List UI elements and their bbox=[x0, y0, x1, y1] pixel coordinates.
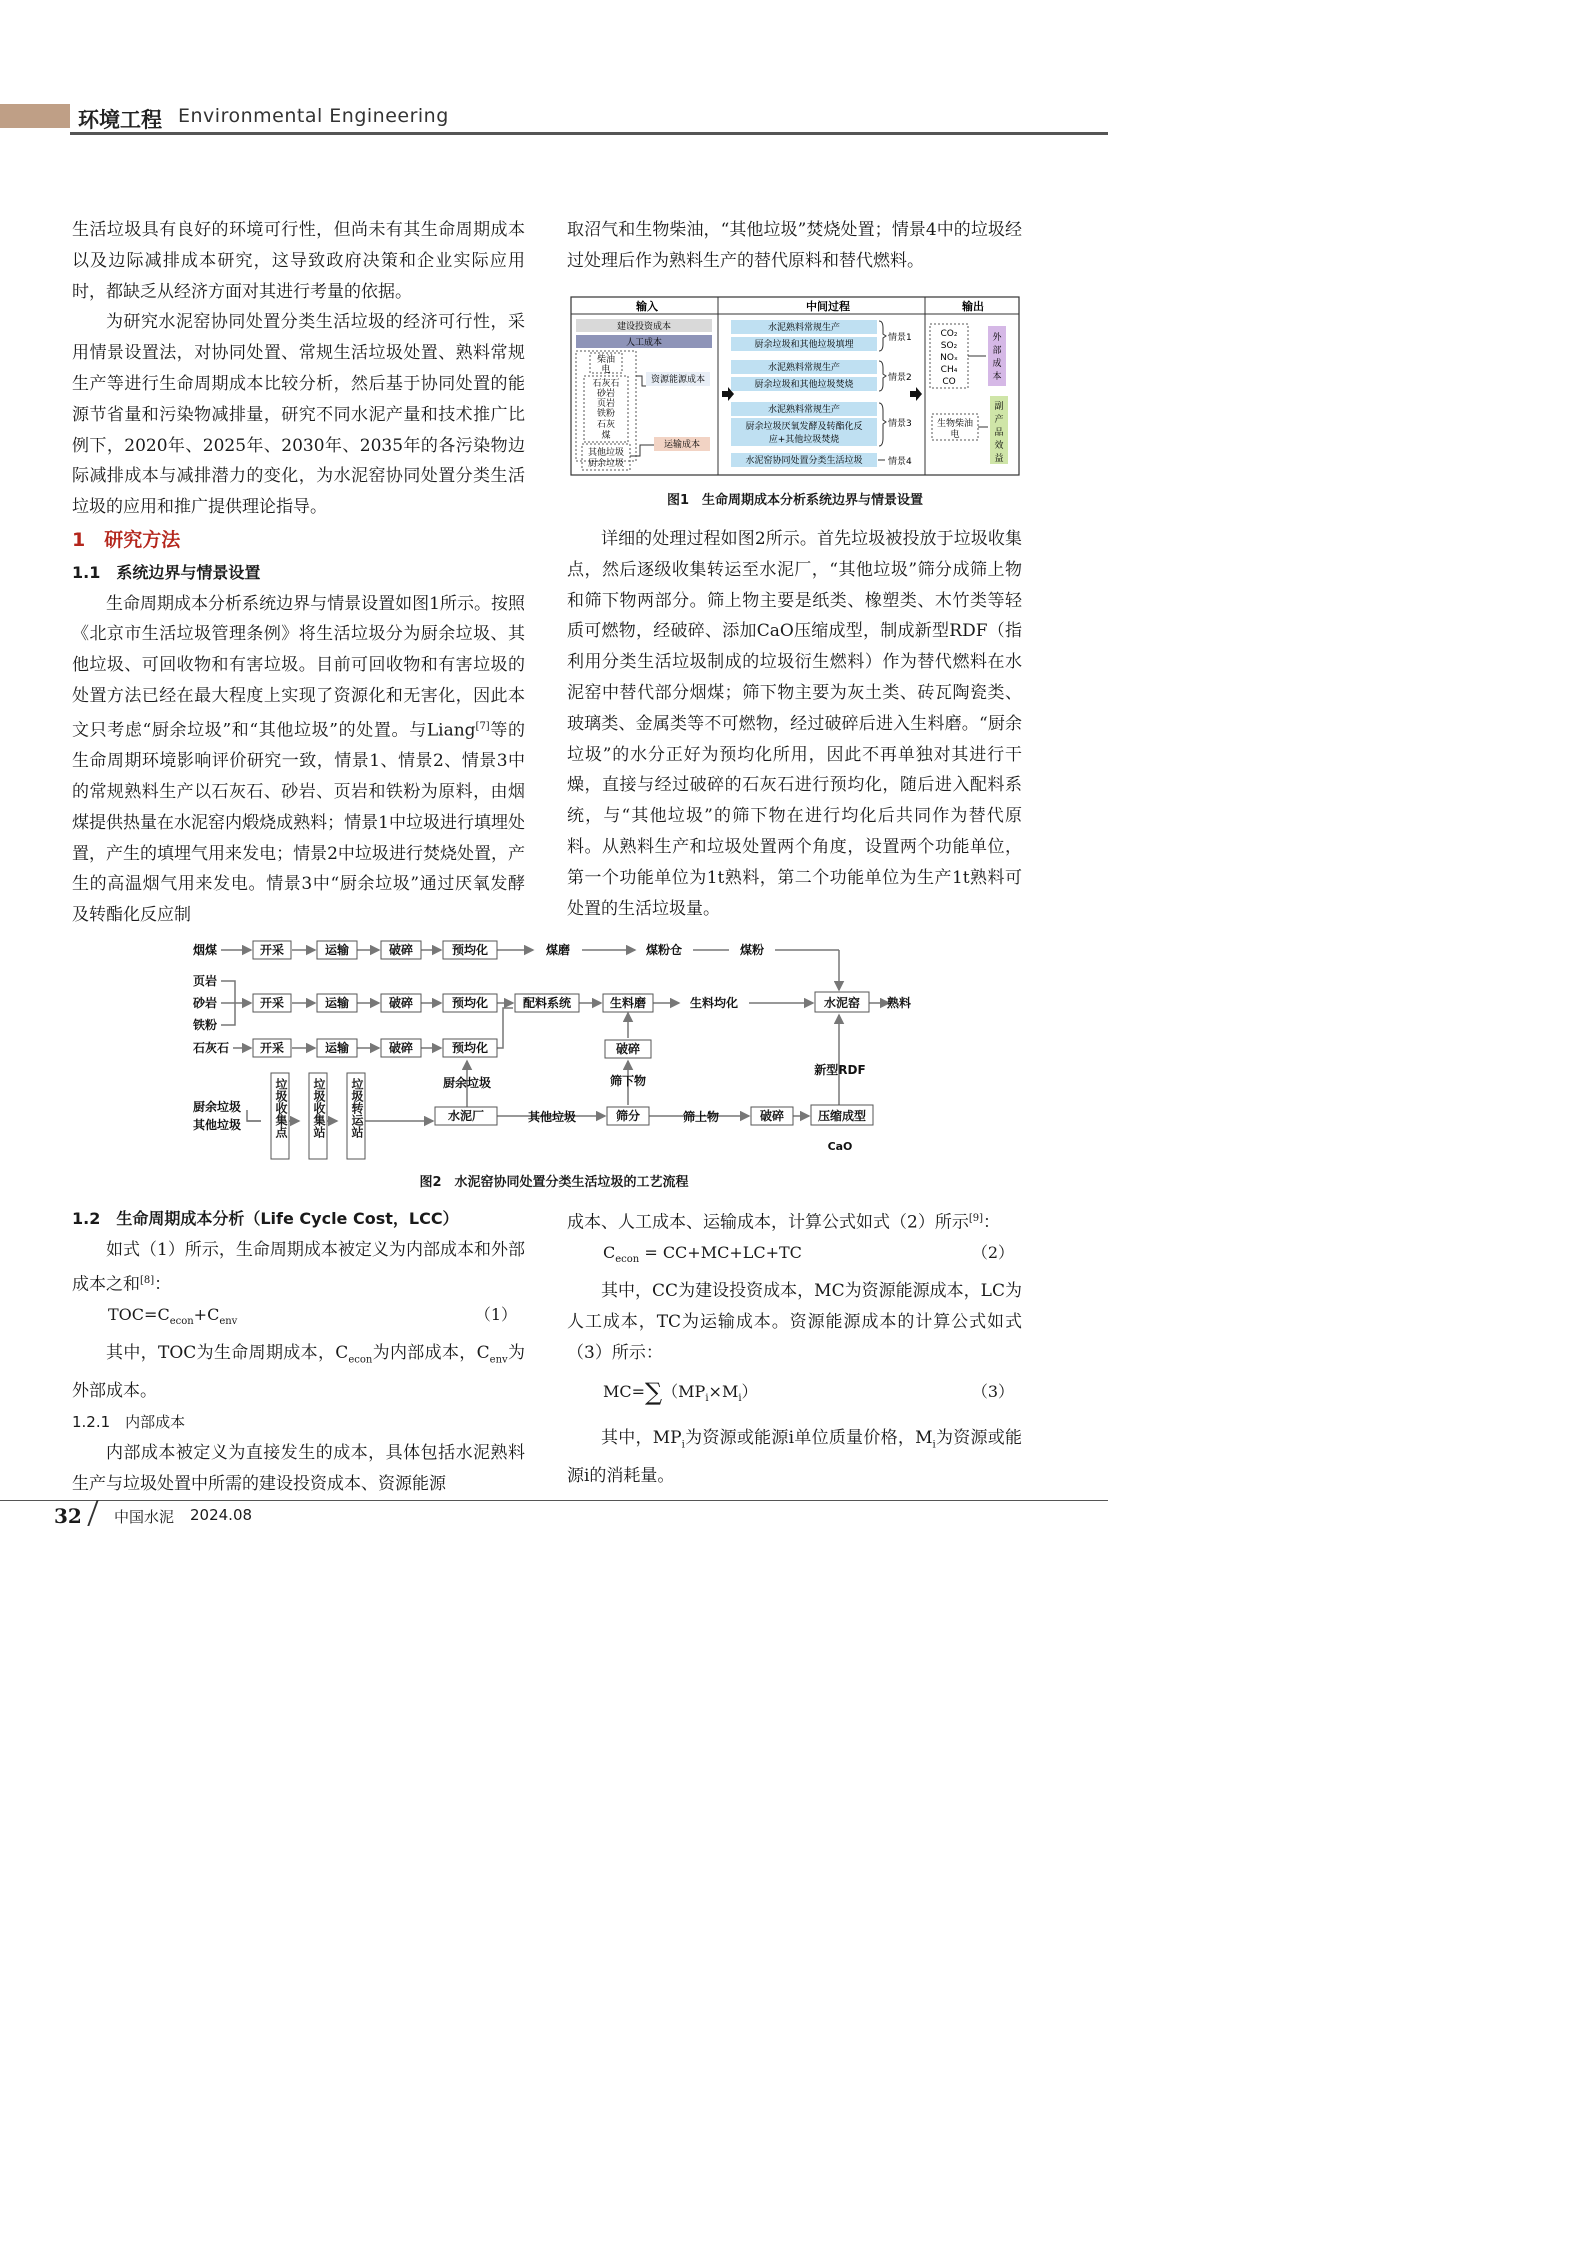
step-raw-mill: 生料磨 bbox=[609, 996, 647, 1010]
equation-3: $MC=\sum(MP_i\times M_i)$ （3） bbox=[567, 1377, 1022, 1415]
label-undersize: 筛下物 bbox=[609, 1074, 647, 1088]
svg-text:水泥熟料常规生产: 水泥熟料常规生产 bbox=[767, 405, 841, 415]
paragraph: 如式（1）所示，生命周期成本被定义为内部成本和外部成本之和[8]： bbox=[72, 1239, 525, 1295]
step-crush-undersize: 破碎 bbox=[615, 1042, 641, 1056]
step-prehomogenize: 预均化 bbox=[451, 943, 489, 957]
system-boundary-diagram bbox=[570, 296, 1020, 476]
step-crush-oversize: 破碎 bbox=[759, 1109, 785, 1123]
svg-text:本: 本 bbox=[992, 372, 1002, 382]
label-oversize: 筛上物 bbox=[682, 1110, 720, 1124]
input-invest: 建设投资成本 bbox=[616, 322, 672, 332]
label-collection-point: 垃圾收集点 bbox=[274, 1078, 288, 1138]
fig1-middle-header: 中间过程 bbox=[806, 300, 850, 313]
step-compress: 压缩成型 bbox=[817, 1109, 867, 1123]
svg-text:应+其他垃圾焚烧: 应+其他垃圾焚烧 bbox=[768, 435, 840, 445]
left-column-top bbox=[72, 215, 525, 931]
header-rule bbox=[70, 132, 1108, 135]
label-transfer-station: 垃圾转运站 bbox=[350, 1078, 364, 1138]
svg-text:运输: 运输 bbox=[324, 1041, 350, 1055]
svg-text:成: 成 bbox=[992, 359, 1002, 369]
header-bar-accent bbox=[0, 104, 70, 128]
footer-rule bbox=[0, 1500, 1108, 1501]
res-sandstone: 砂岩 bbox=[596, 389, 616, 399]
svg-text:CO₂: CO₂ bbox=[940, 329, 958, 339]
svg-text:预均化: 预均化 bbox=[451, 1041, 489, 1055]
step-screen: 筛分 bbox=[615, 1109, 641, 1123]
svg-text:开采: 开采 bbox=[259, 1041, 285, 1055]
svg-text:CH₄: CH₄ bbox=[940, 365, 958, 375]
paragraph: 取沼气和生物柴油，“其他垃圾”焚烧处置；情景4中的垃圾经过处理后作为熟料生产的替代原料和替代燃料。 bbox=[567, 220, 1022, 271]
input-sandstone: 砂岩 bbox=[193, 996, 218, 1010]
citation: [9] bbox=[968, 1213, 983, 1224]
fig1-input-header: 输入 bbox=[636, 300, 658, 313]
header-title-en: Environmental Engineering bbox=[178, 105, 449, 127]
svg-text:部: 部 bbox=[992, 346, 1002, 356]
page-number: 32 bbox=[54, 1504, 82, 1528]
left-column-bottom bbox=[72, 1204, 525, 1499]
svg-text:水泥熟料常规生产: 水泥熟料常规生产 bbox=[767, 363, 841, 373]
svg-text:品: 品 bbox=[994, 428, 1004, 438]
fig1-output-header: 输出 bbox=[962, 300, 984, 313]
scenario-1: 情景1 bbox=[888, 333, 912, 343]
step-cement-plant: 水泥厂 bbox=[447, 1109, 485, 1123]
svg-text:生物柴油: 生物柴油 bbox=[936, 419, 974, 429]
equation-number: （1） bbox=[474, 1305, 517, 1325]
res-elec: 电 bbox=[601, 365, 611, 375]
svg-text:CO: CO bbox=[942, 377, 956, 387]
scenario-2: 情景2 bbox=[888, 373, 912, 383]
svg-text:厨余垃圾和其他垃圾填埋: 厨余垃圾和其他垃圾填埋 bbox=[754, 340, 854, 350]
footer-slash bbox=[87, 1500, 98, 1526]
equation-number: （3） bbox=[971, 1381, 1014, 1401]
subsection-heading: 1.2 生命周期成本分析（Life Cycle Cost，LCC） bbox=[72, 1209, 459, 1228]
svg-text:厨余垃圾和其他垃圾焚烧: 厨余垃圾和其他垃圾焚烧 bbox=[754, 380, 854, 390]
footer-journal: 中国水泥 bbox=[114, 1508, 175, 1526]
label-kitchen-waste: 厨余垃圾 bbox=[442, 1076, 492, 1090]
section-heading: 1 研究方法 bbox=[72, 528, 181, 551]
paragraph: 其中，$MP_i$为资源或能源i单位质量价格，$M_i$为资源或能源i的消耗量。 bbox=[567, 1427, 1022, 1486]
equation-1: $TOC=C_{econ}+C_{env}$ （1） bbox=[72, 1300, 525, 1338]
step-batching: 配料系统 bbox=[522, 996, 572, 1010]
input-coal: 烟煤 bbox=[193, 943, 218, 957]
paragraph: 生活垃圾具有良好的环境可行性，但尚未有其生命周期成本以及边际减排成本研究，这导致政府决策和企业实际应用时，都缺乏从经济方面对其进行考量的依据。 bbox=[72, 220, 525, 302]
figure-1 bbox=[570, 296, 1020, 476]
svg-text:副: 副 bbox=[994, 402, 1004, 412]
subsubsection-heading: 1.2.1 内部成本 bbox=[72, 1413, 186, 1432]
input-shale: 页岩 bbox=[193, 974, 218, 988]
paragraph: 成本、人工成本、运输成本，计算公式如式（2）所示[9]： bbox=[567, 1212, 1000, 1233]
input-other-waste: 其他垃圾 bbox=[193, 1118, 242, 1132]
step-raw-homogenize: 生料均化 bbox=[689, 996, 739, 1010]
svg-text:NOₓ: NOₓ bbox=[940, 353, 958, 363]
scenario-4: 情景4 bbox=[888, 457, 912, 467]
step-kiln: 水泥窑 bbox=[823, 996, 861, 1010]
equation-number: （2） bbox=[971, 1243, 1014, 1263]
input-limestone: 石灰石 bbox=[193, 1041, 230, 1055]
svg-text:电: 电 bbox=[950, 430, 960, 440]
step-coal-powder: 煤粉 bbox=[739, 943, 765, 957]
right-column-bottom bbox=[567, 1204, 1022, 1492]
step-coal-mill: 煤磨 bbox=[545, 943, 571, 957]
paragraph: 生命周期成本分析系统边界与情景设置如图1所示。按照《北京市生活垃圾管理条例》将生活垃圾分为厨余垃圾、其他垃圾、可回收物和有害垃圾。目前可回收物和有害垃圾的处置方法已经在最大程度上实现了资源化和无害化，因此本文只考虑“厨余垃圾”和“其他垃圾”的处置。与Liang[7]等的生命周期环境影响评价研究一致，情景1、情景2、情景3中的常规熟料生产以石灰石、砂岩、页岩和铁粉为原料，由烟煤提供热量在水泥窑内煅烧成熟料；情景1中垃圾进行填埋处置，产生的填埋气用来发电；情景2中垃圾进行焚烧处置，产生的高温烟气用来发电。情景3中“厨余垃圾”通过厌氧发酵及转酯化反应制 bbox=[72, 593, 525, 926]
paragraph: 为研究水泥窑协同处置分类生活垃圾的经济可行性，采用情景设置法，对协同处置、常规生活垃圾处置、熟料常规生产等进行生命周期成本比较分析，然后基于协同处置的能源节省量和污染物减排量，研究不同水泥产量和技术推广比例下，2020年、2025年、2030年、2035年的各污染物边际减排成本与减排潜力的变化，为水泥窑协同处置分类生活垃圾的应用和推广提供理论指导。 bbox=[72, 312, 525, 518]
res-limestone: 石灰石 bbox=[592, 379, 620, 389]
step-crush: 破碎 bbox=[388, 943, 414, 957]
input-labor: 人工成本 bbox=[625, 338, 663, 348]
resource-cost: 资源能源成本 bbox=[650, 375, 706, 385]
label-other-waste: 其他垃圾 bbox=[527, 1110, 577, 1124]
paragraph: 其中，CC为建设投资成本，MC为资源能源成本，LC为人工成本，TC为运输成本。资源能源成本的计算公式如式（3）所示： bbox=[567, 1281, 1022, 1364]
right-column-middle bbox=[567, 524, 1022, 924]
res-iron: 铁粉 bbox=[596, 409, 616, 419]
res-lime: 石灰 bbox=[596, 420, 616, 430]
svg-text:效: 效 bbox=[994, 441, 1004, 451]
label-cao: CaO bbox=[827, 1140, 853, 1153]
svg-text:水泥窑协同处置分类生活垃圾: 水泥窑协同处置分类生活垃圾 bbox=[745, 456, 863, 466]
process-flow-diagram bbox=[185, 933, 925, 1163]
res-coal: 煤 bbox=[601, 431, 611, 441]
footer-date: 2024.08 bbox=[190, 1506, 253, 1524]
subsection-heading: 1.1 系统边界与情景设置 bbox=[72, 562, 261, 582]
label-collection-station: 垃圾收集站 bbox=[312, 1078, 326, 1138]
transport-cost: 运输成本 bbox=[663, 440, 701, 450]
scenario-3: 情景3 bbox=[888, 419, 912, 429]
header-title-cn: 环境工程 bbox=[78, 108, 162, 132]
label-new-rdf: 新型RDF bbox=[814, 1063, 866, 1077]
equation-2: $C_{econ} = CC+MC+LC+TC$ （2） bbox=[567, 1238, 1022, 1276]
figure-2 bbox=[185, 933, 925, 1163]
svg-text:运输: 运输 bbox=[324, 996, 350, 1010]
svg-text:厨余垃圾厌氧发酵及转酯化反: 厨余垃圾厌氧发酵及转酯化反 bbox=[745, 422, 863, 432]
step-coal-bin: 煤粉仓 bbox=[645, 943, 683, 957]
svg-text:预均化: 预均化 bbox=[451, 996, 489, 1010]
output-clinker: 熟料 bbox=[886, 996, 912, 1010]
step-mine: 开采 bbox=[259, 943, 285, 957]
paragraph: 内部成本被定义为直接发生的成本，具体包括水泥熟料生产与垃圾处置中所需的建设投资成本、资源能源 bbox=[72, 1442, 525, 1494]
citation: [8] bbox=[140, 1274, 155, 1286]
svg-text:益: 益 bbox=[994, 454, 1004, 464]
svg-text:破碎: 破碎 bbox=[388, 1041, 414, 1055]
svg-text:破碎: 破碎 bbox=[388, 996, 414, 1010]
svg-text:开采: 开采 bbox=[259, 996, 285, 1010]
res-shale: 页岩 bbox=[596, 399, 616, 409]
paragraph: 详细的处理过程如图2所示。首先垃圾被投放于垃圾收集点，然后逐级收集转运至水泥厂，“其他垃圾”筛分成筛上物和筛下物两部分。筛上物主要是纸类、橡塑类、木竹类等轻质可燃物，经破碎、添加CaO压缩成型，制成新型RDF（指利用分类生活垃圾制成的垃圾衍生燃料）作为替代燃料在水泥窑中替代部分烟煤；筛下物主要为灰土类、砖瓦陶瓷类、玻璃类、金属类等不可燃物，经过破碎后进入生料磨。“厨余垃圾”的水分正好为预均化所用，因此不再单独对其进行干燥，直接与经过破碎的石灰石进行预均化，随后进入配料系统，与“其他垃圾”的筛下物在进行均化后共同作为替代原料。从熟料生产和垃圾处置两个角度，设置两个功能单位，第一个功能单位为1t熟料，第二个功能单位为生产1t熟料可处置的生活垃圾量。 bbox=[567, 529, 1022, 919]
input-iron: 铁粉 bbox=[193, 1018, 218, 1032]
svg-text:水泥熟料常规生产: 水泥熟料常规生产 bbox=[767, 323, 841, 333]
svg-text:外: 外 bbox=[992, 333, 1002, 343]
waste-kitchen: 厨余垃圾 bbox=[587, 459, 625, 469]
input-kitchen-waste: 厨余垃圾 bbox=[193, 1100, 242, 1114]
figure-1-caption: 图1 生命周期成本分析系统边界与情景设置 bbox=[666, 493, 924, 508]
res-diesel: 柴油 bbox=[596, 355, 616, 365]
waste-other: 其他垃圾 bbox=[587, 448, 625, 458]
svg-text:产: 产 bbox=[994, 415, 1004, 425]
right-column-top bbox=[567, 215, 1022, 277]
step-transport: 运输 bbox=[324, 943, 350, 957]
citation: [7] bbox=[475, 720, 490, 732]
svg-text:SO₂: SO₂ bbox=[940, 341, 958, 351]
figure-2-caption: 图2 水泥窑协同处置分类生活垃圾的工艺流程 bbox=[419, 1175, 689, 1190]
paragraph: 其中，TOC为生命周期成本，$C_{econ}$为内部成本，$C_{env}$为外部成本。 bbox=[72, 1343, 526, 1402]
